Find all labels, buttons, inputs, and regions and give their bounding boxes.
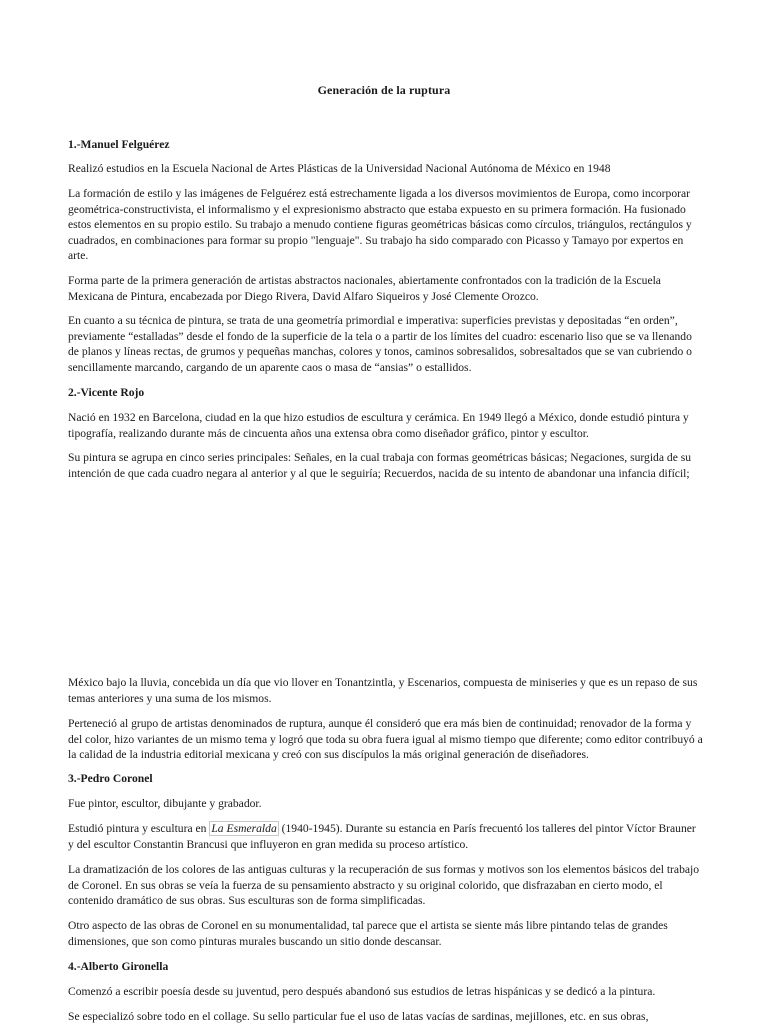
paragraph: Fue pintor, escultor, dibujante y grabador. [68, 797, 262, 810]
paragraph: Forma parte de la primera generación de artistas abstractos nacionales, abiertamente confrontados con la tradición de la Escuela Mexicana de Pintura, encabezada por Diego Rivera, David Alfaro Siqueiros y José Clemente Orozco. [68, 274, 661, 303]
paragraph: Perteneció al grupo de artistas denominados de ruptura, aunque él consideró que era más bien de continuidad; renovador de la forma y del color, hizo variantes de un mismo tema y logró que toda su obra fuera igual al mismo tiempo que diferente; como editor contribuyó a la calidad de la industria editorial mexicana y creó con sus discípulos la más original generación de diseñadores. [68, 717, 703, 761]
section-heading-rojo: 2.-Vicente Rojo [68, 386, 145, 399]
paragraph: La formación de estilo y las imágenes de Felguérez está estrechamente ligada a los diversos movimientos de Europa, como incorporar geométrica-constructivista, el informalismo y el expresionismo abstracto que estaba expuesto en su primera formación. Ha fusionado estos elementos en su propio estilo. Su trabajo a menudo contiene figuras geométricas básicas como círculos, triángulos, rectángulos y cuadrados, en combinaciones para formar su propio "lenguaje". Su trabajo ha sido comparado con Picasso y Tamayo por expertos en arte. [68, 187, 692, 262]
paragraph: México bajo la lluvia, concebida un día que vio llover en Tonantzintla, y Escenarios, compuesta de miniseries y que es un repaso de sus temas anteriores y una suma de los mismos. [68, 676, 698, 705]
paragraph: Se especializó sobre todo en el collage. Su sello particular fue el uso de latas vacías de sardinas, mejillones, etc. en sus obras, [68, 1010, 649, 1023]
paragraph-text: Estudió pintura y escultura en [68, 822, 210, 835]
paragraph [68, 821, 704, 852]
paragraph: Nació en 1932 en Barcelona, ciudad en la que hizo estudios de escultura y cerámica. En 1949 llegó a México, donde estudió pintura y tipografía, realizando durante más de cincuenta años una extensa obra como diseñador gráfico, pintor y escultor. [68, 411, 689, 440]
paragraph: En cuanto a su técnica de pintura, se trata de una geometría primordial e imperativa: superficies previstas y depositadas “en orden”, previamente “estalladas” desde el fondo de la superficie de la tela o a partir de los límites del cuadro: escenario liso que se va llenando de planos y líneas rectas, de grumos y pequeñas manchas, colores y tonos, caminos sobresalidos, sobresaltados que se van cubriendo o sencillamente marcando, cargando de un aparente caos o masa de “ansias” o estallidos. [68, 314, 692, 374]
paragraph-text: (1940-1945). Durante su estancia en París frecuentó los talleres del pintor Víctor Brauner y del escultor Constantin Brancusi que influyeron en gran medida su proceso artístico. [68, 822, 696, 851]
section-heading-coronel: 3.-Pedro Coronel [68, 772, 153, 785]
document-title: Generación de la ruptura [317, 83, 451, 97]
paragraph: La dramatización de los colores de las antiguas culturas y la recuperación de sus formas y motivos son los elementos básicos del trabajo de Coronel. En sus obras se veía la fuerza de su pensamiento abstracto y su original colorido, que disfrazaban en cierto modo, el contenido dramático de sus obras. Sus esculturas son de forma simplificadas. [68, 863, 700, 907]
paragraph: Otro aspecto de las obras de Coronel en su monumentalidad, tal parece que el artista se siente más libre pintando telas de grandes dimensiones, que son como pinturas murales buscando un sitio donde descansar. [68, 919, 668, 948]
paragraph: Comenzó a escribir poesía desde su juventud, pero después abandonó sus estudios de letras hispánicas y se dedicó a la pintura. [68, 985, 656, 998]
paragraph: Su pintura se agrupa en cinco series principales: Señales, en la cual trabaja con formas geométricas básicas; Negaciones, surgida de su intención de que cada cuadro negara al anterior y al que le seguiría; Recuerdos, nacida de su intento de abandonar una infancia difícil; [68, 451, 692, 480]
school-name-emphasis: La Esmeralda [211, 822, 277, 835]
paragraph: Realizó estudios en la Escuela Nacional de Artes Plásticas de la Universidad Nacional Autónoma de México en 1948 [68, 162, 611, 175]
section-heading-felguerez: 1.-Manuel Felguérez [68, 138, 170, 151]
section-heading-gironella: 4.-Alberto Gironella [68, 960, 169, 973]
